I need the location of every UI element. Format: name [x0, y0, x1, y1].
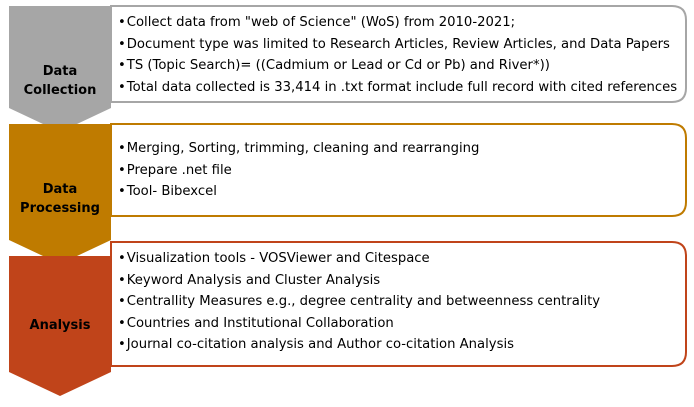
stage-label-line: Data	[42, 64, 78, 79]
list-item: • Merging, Sorting, trimming, cleaning and rearranging	[118, 138, 479, 160]
stage-label-collection	[14, 62, 106, 100]
stage-label-line: Data	[42, 182, 78, 197]
list-item: • Prepare .net file	[118, 160, 479, 182]
list-item: • TS (Topic Search)= ((Cadmium or Lead or Cd or Pb) and River*))	[118, 55, 677, 77]
stage-label-line: Processing	[20, 201, 100, 216]
list-item: • Countries and Institutional Collaboration	[118, 313, 600, 335]
list-item: • Visualization tools - VOSViewer and Citespace	[118, 248, 600, 270]
stage-label-processing	[14, 180, 106, 218]
list-item: • Journal co-citation analysis and Author co-citation Analysis	[118, 334, 600, 356]
list-item: • Document type was limited to Research Articles, Review Articles, and Data Papers	[118, 34, 677, 56]
list-item: • Tool- Bibexcel	[118, 181, 479, 203]
bullet-list-analysis	[118, 248, 600, 356]
list-item: • Keyword Analysis and Cluster Analysis	[118, 270, 600, 292]
bullet-list-collection	[118, 12, 677, 98]
list-item: • Total data collected is 33,414 in .txt format include full record with cited references	[118, 77, 677, 99]
list-item: • Collect data from "web of Science" (WoS) from 2010-2021;	[118, 12, 677, 34]
stage-label-analysis	[14, 316, 106, 335]
list-item: • Centrallity Measures e.g., degree centrality and betweenness centrality	[118, 291, 600, 313]
bullet-list-processing	[118, 138, 479, 203]
stage-label-line: Analysis	[29, 318, 91, 333]
stage-label-line: Collection	[23, 83, 97, 98]
